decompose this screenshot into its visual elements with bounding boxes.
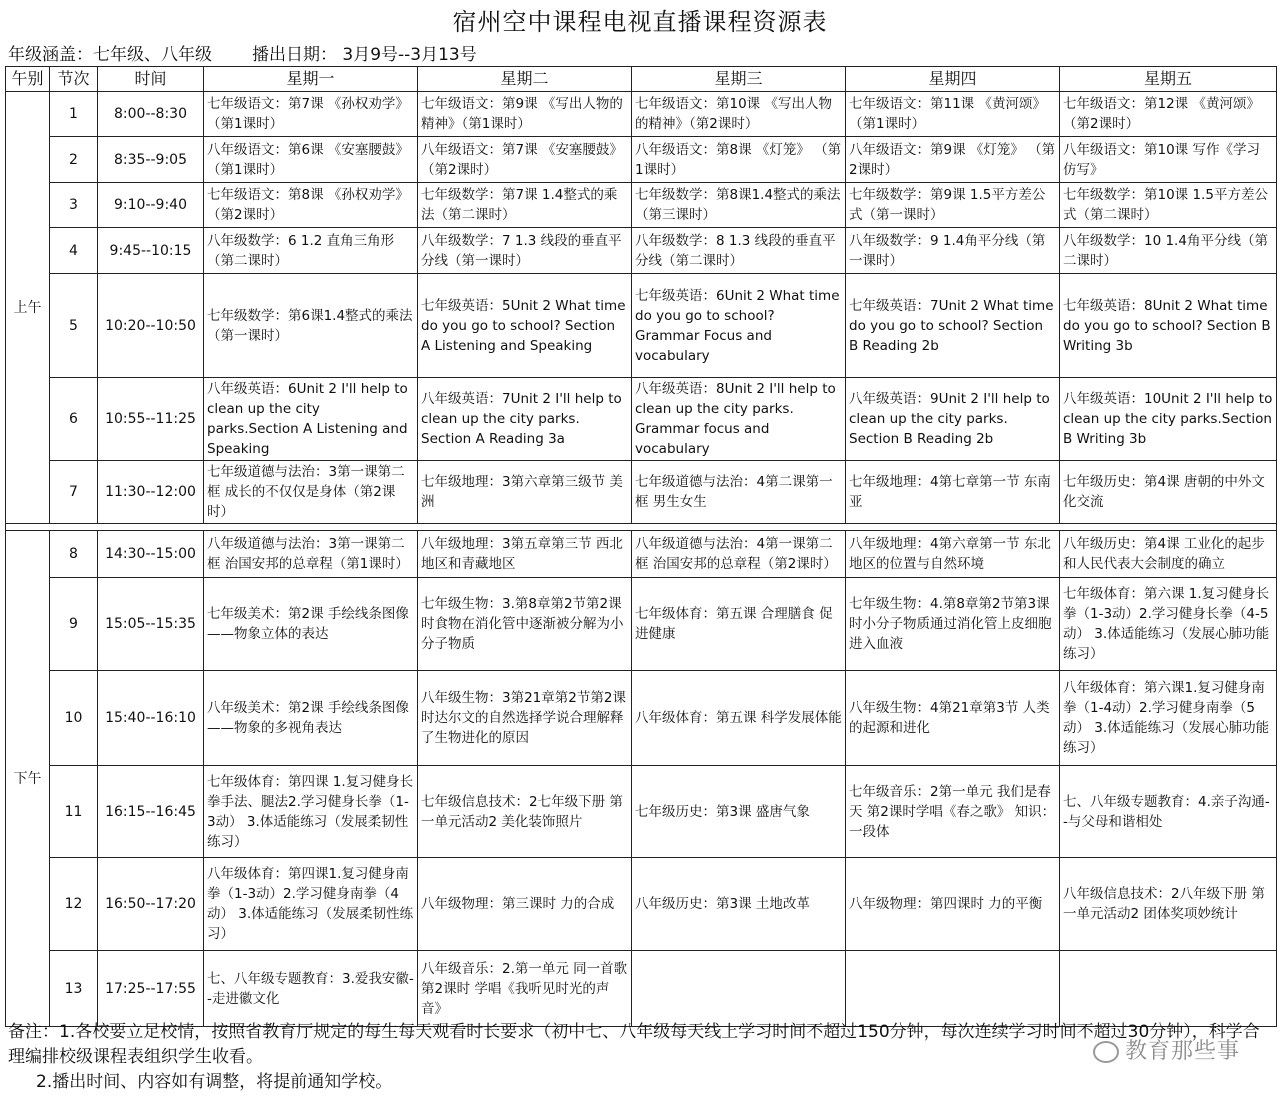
course-cell: 七年级体育：第四课 1.复习健身长拳手法、腿法2.学习健身长拳（1-3动） 3.体适能练习（发展柔韧性练习） [204,766,418,858]
slot-number: 12 [50,858,98,951]
course-cell: 七年级语文：第12课 《黄河颂》（第2课时） [1060,92,1277,137]
course-cell: 八年级英语：9Unit 2 I'll help to clean up the city parks. Section B Reading 2b [846,378,1060,461]
slot-time: 16:15--16:45 [98,766,204,858]
table-row [6,951,1277,1027]
slot-number: 5 [50,274,98,378]
slot-number: 2 [50,137,98,183]
course-cell: 八年级道德与法治：4第一课第二框 治国安邦的总章程（第2课时） [632,531,846,578]
header-time: 时间 [98,67,204,92]
header-row [6,67,1277,92]
course-cell: 七年级数学：第10课 1.5平方差公式（第二课时） [1060,183,1277,228]
slot-time: 8:35--9:05 [98,137,204,183]
course-cell: 八年级语文：第7课 《安塞腰鼓》（第2课时） [418,137,632,183]
course-cell: 七年级英语：8Unit 2 What time do you go to school? Section B Writing 3b [1060,274,1277,378]
slot-time: 16:50--17:20 [98,858,204,951]
period-separator [6,524,1277,531]
header-slot: 节次 [50,67,98,92]
separator-cell [6,524,1277,531]
course-cell: 七年级英语：6Unit 2 What time do you go to school? Grammar Focus and vocabulary [632,274,846,378]
course-cell: 八年级英语：6Unit 2 I'll help to clean up the city parks.Section A Listening and Speaking [204,378,418,461]
course-cell: 七年级音乐：2第一单元 我们是春天 第2课时学唱《春之歌》 知识：一段体 [846,766,1060,858]
watermark-text: 教育那些事 [1124,1039,1240,1064]
table-row [6,183,1277,228]
course-cell: 八年级体育：第六课1.复习健身南拳（1-4动）2.学习健身南拳（5动） 3.体适能练习（发展心肺功能练习） [1060,671,1277,766]
period-morning: 上午 [6,92,50,524]
slot-time: 14:30--15:00 [98,531,204,578]
course-cell: 八年级生物：4第21章第3节 人类的起源和进化 [846,671,1060,766]
slot-number: 7 [50,461,98,524]
course-cell: 七年级体育：第五课 合理膳食 促进健康 [632,578,846,671]
course-cell: 七年级地理：4第七章第一节 东南亚 [846,461,1060,524]
course-cell: 七年级数学：第7课 1.4整式的乘法（第二课时） [418,183,632,228]
slot-number: 11 [50,766,98,858]
course-cell: 八年级体育：第五课 科学发展体能 [632,671,846,766]
table-row [6,92,1277,137]
course-cell: 八年级美术：第2课 手绘线条图像——物象的多视角表达 [204,671,418,766]
slot-time: 17:25--17:55 [98,951,204,1027]
header-period: 午别 [6,67,50,92]
course-cell: 七年级数学：第8课1.4整式的乘法（第三课时） [632,183,846,228]
course-cell: 八年级语文：第10课 写作《学习仿写》 [1060,137,1277,183]
course-cell: 七年级地理：3第六章第三级节 美洲 [418,461,632,524]
slot-number: 9 [50,578,98,671]
note-line-1: 备注：1.各校要立足校情，按照省教育厅规定的每生每天观看时长要求（初中七、八年级每天线上学习时间不超过150分钟，每次连续学习时间不超过30分钟），科学合理编排校级课程表组织学生收看。 [8,1022,1260,1067]
slot-time: 15:05--15:35 [98,578,204,671]
course-cell: 七年级英语：7Unit 2 What time do you go to school? Section B Reading 2b [846,274,1060,378]
watermark [1093,1034,1240,1065]
course-cell: 八年级地理：4第六章第一节 东北地区的位置与自然环境 [846,531,1060,578]
course-cell: 七年级道德与法治：4第二课第一框 男生女生 [632,461,846,524]
course-cell: 八年级语文：第9课 《灯笼》 （第2课时） [846,137,1060,183]
notes [8,1020,1273,1095]
table-row [6,858,1277,951]
course-cell: 七年级语文：第8课 《孙权劝学》（第2课时） [204,183,418,228]
slot-number: 1 [50,92,98,137]
slot-number: 4 [50,228,98,274]
course-cell: 七年级语文：第11课 《黄河颂》（第1课时） [846,92,1060,137]
course-cell: 八年级语文：第6课 《安塞腰鼓》（第1课时） [204,137,418,183]
header-monday: 星期一 [204,67,418,92]
course-cell: 七年级美术：第2课 手绘线条图像——物象立体的表达 [204,578,418,671]
course-cell: 七年级数学：第9课 1.5平方差公式（第一课时） [846,183,1060,228]
course-cell: 八年级数学：9 1.4角平分线（第一课时） [846,228,1060,274]
course-cell: 八年级道德与法治：3第一课第二框 治国安邦的总章程（第1课时） [204,531,418,578]
table-row [6,766,1277,858]
course-cell: 七、八年级专题教育：3.爱我安徽--走进徽文化 [204,951,418,1027]
slot-time: 9:45--10:15 [98,228,204,274]
table-row [6,274,1277,378]
schedule-meta [8,40,477,65]
table-row [6,378,1277,461]
course-cell: 八年级英语：7Unit 2 I'll help to clean up the city parks. Section A Reading 3a [418,378,632,461]
slot-number: 13 [50,951,98,1027]
course-cell: 七年级语文：第10课 《写出人物的精神》（第2课时） [632,92,846,137]
header-wednesday: 星期三 [632,67,846,92]
course-cell: 七年级语文：第7课 《孙权劝学》（第1课时） [204,92,418,137]
course-cell: 七年级历史：第4课 唐朝的中外文化交流 [1060,461,1277,524]
slot-time: 15:40--16:10 [98,671,204,766]
course-cell: 八年级语文：第8课 《灯笼》 （第1课时） [632,137,846,183]
course-cell: 八年级物理：第四课时 力的平衡 [846,858,1060,951]
course-cell: 八年级历史：第3课 土地改革 [632,858,846,951]
period-afternoon: 下午 [6,531,50,1027]
course-cell: 八年级数学：6 1.2 直角三角形（第二课时） [204,228,418,274]
course-cell: 七、八年级专题教育：4.亲子沟通--与父母和谐相处 [1060,766,1277,858]
course-cell: 八年级英语：10Unit 2 I'll help to clean up the city parks.Section B Writing 3b [1060,378,1277,461]
course-cell: 八年级生物：3第21章第2节第2课时达尔文的自然选择学说合理解释了生物进化的原因 [418,671,632,766]
course-cell: 七年级语文：第9课 《写出人物的精神》（第1课时） [418,92,632,137]
course-cell: 八年级物理：第三课时 力的合成 [418,858,632,951]
page-title: 宿州空中课程电视直播课程资源表 [452,8,828,36]
slot-number: 10 [50,671,98,766]
course-cell [632,951,846,1027]
header-friday: 星期五 [1060,67,1277,92]
course-cell: 七年级道德与法治：3第一课第二框 成长的不仅仅是身体（第2课时） [204,461,418,524]
course-cell: 七年级生物：4.第8章第2节第3课时小分子物质通过消化管上皮细胞进入血液 [846,578,1060,671]
table-row [6,531,1277,578]
course-cell: 七年级数学：第6课1.4整式的乘法（第一课时） [204,274,418,378]
course-cell [846,951,1060,1027]
table-row [6,578,1277,671]
schedule-table [5,66,1277,1027]
course-cell: 八年级音乐：2.第一单元 同一首歌 第2课时 学唱《我听见时光的声音》 [418,951,632,1027]
broadcast-dates: 播出日期： 3月9号--3月13号 [252,45,477,65]
wechat-icon [1093,1041,1119,1063]
slot-number: 6 [50,378,98,461]
course-cell: 八年级地理：3第五章第三节 西北地区和青藏地区 [418,531,632,578]
table-row [6,671,1277,766]
course-cell: 七年级生物：3.第8章第2节第2课时食物在消化管中逐渐被分解为小分子物质 [418,578,632,671]
table-row [6,228,1277,274]
course-cell: 八年级数学：7 1.3 线段的垂直平分线（第一课时） [418,228,632,274]
slot-time: 10:20--10:50 [98,274,204,378]
table-row [6,137,1277,183]
slot-time: 8:00--8:30 [98,92,204,137]
slot-number: 3 [50,183,98,228]
header-tuesday: 星期二 [418,67,632,92]
note-line-2: 2.播出时间、内容如有调整，将提前通知学校。 [36,1072,393,1092]
grade-coverage: 年级涵盖：七年级、八年级 [8,45,212,65]
course-cell: 八年级信息技术：2八年级下册 第一单元活动2 团体奖项妙统计 [1060,858,1277,951]
course-cell: 八年级英语：8Unit 2 I'll help to clean up the city parks. Grammar focus and vocabulary [632,378,846,461]
slot-time: 9:10--9:40 [98,183,204,228]
slot-time: 11:30--12:00 [98,461,204,524]
table-row [6,461,1277,524]
course-cell: 七年级体育：第六课 1.复习健身长拳（1-3动）2.学习健身长拳（4-5动） 3.体适能练习（发展心肺功能练习） [1060,578,1277,671]
course-cell: 八年级历史：第4课 工业化的起步和人民代表大会制度的确立 [1060,531,1277,578]
slot-number: 8 [50,531,98,578]
course-cell [1060,951,1277,1027]
slot-time: 10:55--11:25 [98,378,204,461]
course-cell: 七年级英语：5Unit 2 What time do you go to school? Section A Listening and Speaking [418,274,632,378]
course-cell: 七年级历史：第3课 盛唐气象 [632,766,846,858]
course-cell: 八年级体育：第四课1.复习健身南拳（1-3动）2.学习健身南拳（4动） 3.体适能练习（发展柔韧性练习） [204,858,418,951]
header-thursday: 星期四 [846,67,1060,92]
course-cell: 八年级数学：8 1.3 线段的垂直平分线（第二课时） [632,228,846,274]
course-cell: 八年级数学：10 1.4角平分线（第二课时） [1060,228,1277,274]
course-cell: 七年级信息技术：2七年级下册 第一单元活动2 美化装饰照片 [418,766,632,858]
